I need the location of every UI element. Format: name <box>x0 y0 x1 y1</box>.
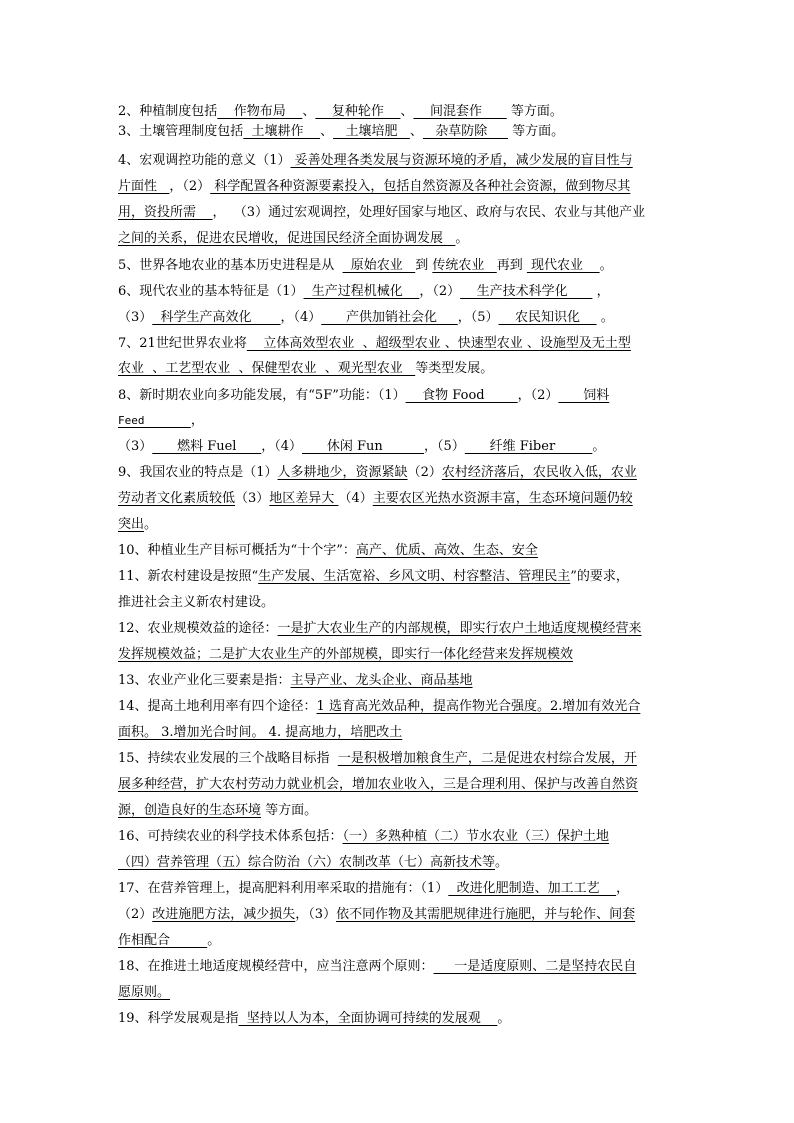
text-line <box>118 204 645 222</box>
question-text: 。 <box>144 517 158 532</box>
text-line <box>118 283 610 301</box>
answer-blank: 土壤培肥 <box>333 124 410 139</box>
answer-blank: 展多种经营，扩大农村劳动力就业机会，增加农业收入，三是合理利用、保护与改善自然资 <box>118 777 639 792</box>
text-line <box>118 516 157 534</box>
question-text: （3） <box>235 491 270 506</box>
answer-blank: 原始农业 <box>342 258 416 273</box>
answer-blank: 源，创造良好的生态环境 <box>118 803 262 818</box>
text-line <box>118 438 605 456</box>
question-text: 6、现代农业的基本特征是（1） <box>118 284 304 299</box>
question-text: 16、可持续农业的科学技术体系包括： <box>118 829 343 844</box>
text-line <box>118 620 642 638</box>
text-line <box>118 802 317 820</box>
question-text: 17、在营养管理上，提高肥料利用率采取的措施有：（1） <box>118 881 449 896</box>
text-line <box>118 828 609 846</box>
question-text: ，（2） <box>169 179 211 194</box>
answer-blank: 农村经济落后，农民收入低，农业 <box>441 465 637 480</box>
text-line <box>118 335 631 353</box>
text-line <box>118 542 538 560</box>
text-line <box>118 984 170 1002</box>
answer-blank: 改进施肥方法，减少损失 <box>152 907 296 922</box>
question-text: 11、新农村建设是按照“ <box>118 569 259 584</box>
question-text: 。 <box>497 1011 511 1026</box>
question-text: （3） <box>118 310 153 325</box>
answer-blank: 主要农区光热水资源丰富，生态环境问题仍较 <box>372 491 633 506</box>
question-text: 13、农业产业化三要素是指： <box>118 673 291 688</box>
question-text: （4） <box>338 491 373 506</box>
answer-blank: 一是积极增加粮食生产，二是促进农村综合发展，开 <box>337 751 637 766</box>
text-line <box>118 776 638 794</box>
text-line <box>118 1010 510 1028</box>
text-line <box>118 750 637 768</box>
answer-blank: 改进化肥制造、加工工艺 <box>448 881 617 896</box>
text-line <box>118 906 635 924</box>
answer-blank: 立体高效型农业 、超级型农业 、快速型农业 、设施型及无土型 <box>246 336 631 351</box>
answer-blank: 生产发展、生活宽裕、乡风文明、村容整洁、管理民主 <box>258 569 571 584</box>
answer-blank: 主导产业、龙头企业、商品基地 <box>290 673 473 688</box>
text-line <box>118 880 629 898</box>
question-text: 、 <box>320 124 334 139</box>
text-line <box>118 854 508 872</box>
answer-blank: 传统农业 <box>432 258 497 273</box>
question-text: 。 <box>596 310 614 325</box>
question-text: 15、持续农业发展的三个战略目标指 <box>118 751 338 766</box>
text-line <box>118 672 473 690</box>
answer-blank: 作相配合 <box>118 933 208 948</box>
text-line <box>118 152 633 170</box>
answer-blank: 生产技术科学化 <box>460 284 593 299</box>
question-text: ， <box>592 284 610 299</box>
question-text: （2） <box>407 465 442 480</box>
question-text: 。 <box>592 439 606 454</box>
answer-blank: 食物 Food <box>405 388 518 403</box>
text-line <box>118 387 609 405</box>
answer-blank: 依不同作物及其需肥规律进行施肥，并与轮作、间套 <box>336 907 636 922</box>
question-text: ， <box>616 881 630 896</box>
answer-blank: 生产过程机械化 <box>303 284 420 299</box>
question-text: 、 <box>400 104 414 119</box>
text-line <box>118 309 614 327</box>
question-text: 5、世界各地农业的基本历史进程是从 <box>118 258 343 273</box>
question-text: 7、21世纪世界农业将 <box>118 336 247 351</box>
answer-blank: 突出 <box>118 517 145 532</box>
question-text: 等方面。 <box>507 124 565 139</box>
answer-blank: 1 选育高光效品种，提高作物光合强度。2.增加有效光合 <box>316 699 641 714</box>
answer-blank: 一是适度原则、二是坚持农民自 <box>433 959 637 974</box>
answer-blank: （四）营养管理（五）综合防治（六）农制改革（七）高新技术等 <box>118 855 496 870</box>
question-text: 10、种植业生产目标可概括为“十个字”： <box>118 543 356 558</box>
question-text: 3、土壤管理制度包括 <box>118 124 244 139</box>
answer-blank: 人多耕地少，资源紧缺 <box>277 465 408 480</box>
question-text: 12、农业规模效益的途径： <box>118 621 278 636</box>
question-text: （2） <box>118 907 153 922</box>
answer-blank: 土壤耕作 <box>243 124 321 139</box>
text-line <box>118 932 220 950</box>
answer-blank: （一）多熟种植（二）节水农业（三）保护土地 <box>342 829 610 844</box>
question-text: 19、科学发展观是指 <box>118 1011 239 1026</box>
text-line <box>118 103 563 121</box>
answer-blank: 饲料 <box>558 388 610 403</box>
question-text: 等方面。 <box>261 803 318 818</box>
answer-blank: 燃料 Fuel <box>152 439 262 454</box>
question-text: 18、在推进土地适度规模经营中，应当注意两个原则： <box>118 959 434 974</box>
text-line <box>118 412 204 430</box>
text-line <box>118 698 640 716</box>
answer-blank: 农民知识化 <box>498 310 597 325</box>
question-text: 等类型发展。 <box>415 361 494 376</box>
question-text: （3） <box>118 439 153 454</box>
text-line <box>118 123 564 141</box>
text-line <box>118 257 613 275</box>
answer-blank: 高产、优质、高效、生态、安全 <box>355 543 538 558</box>
answer-blank: 农业 、工艺型农业 、保健型农业 、观光型农业 <box>118 361 416 376</box>
question-text: 。 <box>495 855 509 870</box>
answer-blank: 复种轮作 <box>315 104 401 119</box>
question-text: ，（2） <box>419 284 461 299</box>
text-line <box>118 594 274 612</box>
question-text: ，（2） <box>517 388 559 403</box>
answer-blank: 面积。 3.增加光合时间。 4. 提高地力，培肥改土 <box>118 725 403 740</box>
question-text: 2、种植制度包括 <box>118 104 218 119</box>
text-line <box>118 230 468 248</box>
question-text: ，（4） <box>261 439 303 454</box>
answer-blank: 杂草防除 <box>422 124 508 139</box>
answer-blank: 纤维 Fiber <box>464 439 593 454</box>
answer-blank: 愿原则。 <box>118 985 171 1000</box>
text-line <box>118 360 493 378</box>
answer-blank: 一是扩大农业生产的内部规模，即实行农户土地适度规模经营来 <box>277 621 642 636</box>
question-text: ，（5） <box>457 310 499 325</box>
question-text: 等方面。 <box>506 104 563 119</box>
question-text: ”的要求， <box>570 569 629 584</box>
answer-blank: 地区差异大 <box>269 491 339 506</box>
question-text: 14、提高土地利用率有四个途径： <box>118 699 317 714</box>
text-line <box>118 568 629 586</box>
answer-blank: 休闲 Fun <box>302 439 425 454</box>
text-line <box>118 490 633 508</box>
text-line <box>118 178 630 196</box>
question-text: 、 <box>302 104 316 119</box>
answer-blank: 之间的关系，促进农民增收，促进国民经济全面协调发展 <box>118 231 456 246</box>
answer-blank: 坚持以人为本，全面协调可持续的发展观 <box>238 1011 498 1026</box>
question-text: ，（3） <box>295 907 337 922</box>
answer-blank: 科学配置各种资源要素投入，包括自然资源及各种社会资源，做到物尽其 <box>210 179 631 194</box>
answer-blank: 作物布局 <box>217 104 303 119</box>
text-line <box>118 646 573 664</box>
question-text: 。 <box>207 933 221 948</box>
answer-blank: Feed <box>118 414 191 427</box>
question-text: 8、新时期农业向多功能发展，有“5F”功能：（1） <box>118 388 406 403</box>
question-text: ， <box>190 413 204 428</box>
question-text: 。 <box>599 258 613 273</box>
question-text: 到 <box>415 258 433 273</box>
text-line <box>118 724 402 742</box>
answer-blank: 发挥规模效益；二是扩大农业生产的外部规模，即实行一体化经营来发挥规模效 <box>118 647 574 662</box>
answer-blank: 产供加销社会化 <box>321 310 458 325</box>
answer-blank: 现代农业 <box>526 258 600 273</box>
answer-blank: 妥善处理各类发展与资源环境的矛盾，减少发展的盲目性与 <box>290 153 633 168</box>
question-text: ， （3）通过宏观调控，处理好国家与地区、政府与农民、农业与其他产业 <box>212 205 646 220</box>
question-text: 9、我国农业的特点是（1） <box>118 465 278 480</box>
text-line <box>118 958 636 976</box>
question-text: 4、宏观调控功能的意义（1） <box>118 153 291 168</box>
question-text: 推进社会主义新农村建设。 <box>118 595 275 610</box>
question-text: 。 <box>455 231 469 246</box>
answer-blank: 用，资投所需 <box>118 205 213 220</box>
answer-blank: 间混套作 <box>413 104 507 119</box>
answer-blank: 片面性 <box>118 179 170 194</box>
question-text: ，（5） <box>424 439 465 454</box>
question-text: 再到 <box>496 258 527 273</box>
answer-blank: 科学生产高效化 <box>152 310 281 325</box>
question-text: ，（4） <box>280 310 322 325</box>
answer-blank: 劳动者文化素质较低 <box>118 491 236 506</box>
question-text: 、 <box>409 124 423 139</box>
text-line <box>118 464 637 482</box>
